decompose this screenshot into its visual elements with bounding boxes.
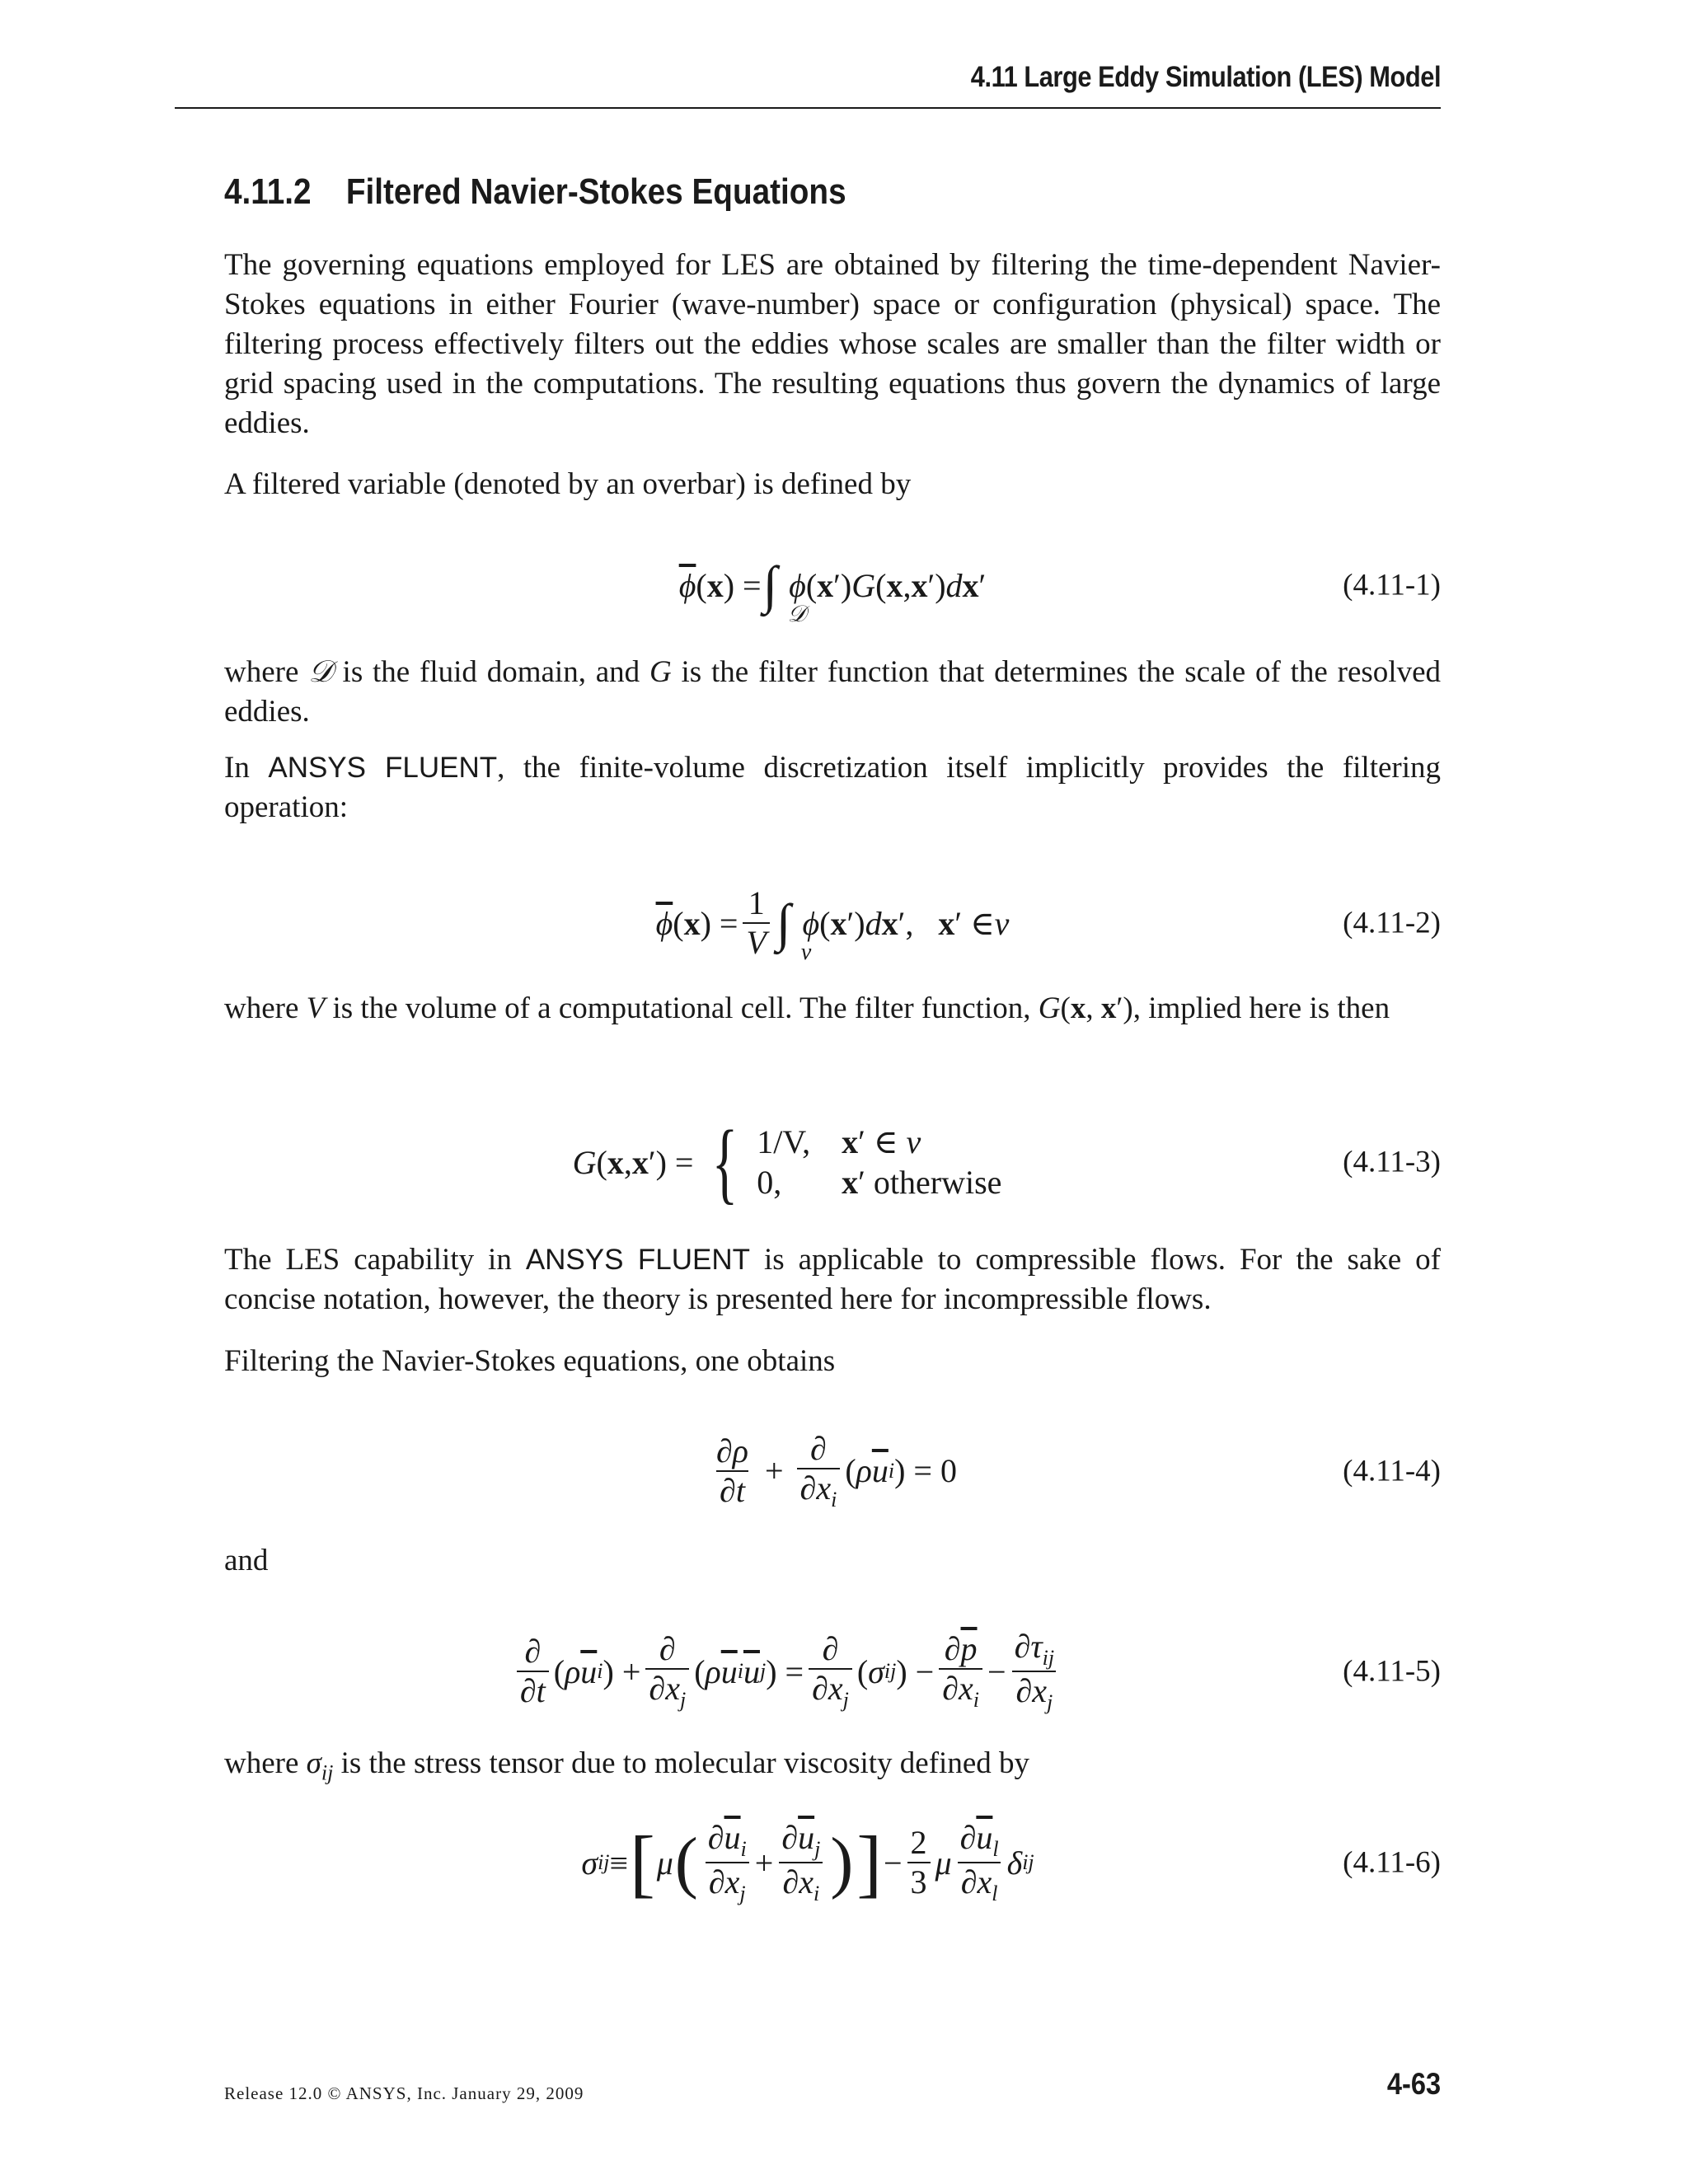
equation-number: (4.11-5)	[1343, 1654, 1441, 1689]
equation-number: (4.11-6)	[1343, 1845, 1441, 1880]
paragraph-stress-tensor: where $\sigma_{ij}$ is the stress tensor due to molecular viscosity defined by	[224, 1746, 1030, 1785]
page-number: 4-63	[1386, 2067, 1441, 2101]
section-number: 4.11.2	[224, 171, 312, 212]
paragraph-domain-definition: where 𝒟 is the fluid domain, and G is the filter function that determines the scale of the resolved eddies.	[224, 655, 1441, 729]
running-head-title: 4.11 Large Eddy Simulation (LES) Model	[970, 61, 1441, 93]
text-fragment: is applicable to compressible flows. For the sake of concise notation, however, the theory is presented here for incompressible flows.	[224, 1243, 1441, 1316]
equation-4-11-6-body: σ ij ≡ [ μ ( $\frac{\partial\overline{u}_i}{\partial x_j}$ + $\frac{\partial\overline{u}_j}{\partial x_i}$ ) ] − $\frac{2}{3}$ μ $\frac{\partial\overline{u}_l}{\partial x_l}$ δ ij	[581, 1818, 1034, 1905]
paragraph-filtered-variable: A filtered variable (denoted by an overbar) is defined by	[224, 467, 912, 501]
text-fragment: is the volume of a computational cell. The filter function,	[325, 991, 1039, 1025]
text-fragment: is the fluid domain, and	[332, 655, 649, 689]
text-fragment: is the filter function that determines the scale of the resolved eddies.	[224, 655, 1441, 729]
text-fragment: , implied here is then	[1132, 991, 1390, 1025]
equation-4-11-2	[224, 869, 1441, 977]
equation-4-11-4	[224, 1418, 1441, 1525]
equation-4-11-2-body: $\overline{\phi}$ ( x ) = $\frac{1}{V}$ ∫ ν ϕ ( x ′) d x ′, x ′ ∈ ν	[655, 884, 1010, 965]
product-name: ANSYS FLUENT	[525, 1244, 751, 1276]
case-condition: otherwise	[873, 1164, 1002, 1201]
section-title: Filtered Navier-Stokes Equations	[345, 171, 846, 212]
text-fragment: is the stress tensor due to molecular viscosity defined by	[333, 1746, 1030, 1780]
case-value: 0,	[757, 1164, 782, 1201]
equation-4-11-3-body: G ( x , x ′) = { 1/V, x′ ∈ ν 0, x′ otherwise	[572, 1112, 1002, 1212]
header-rule	[175, 107, 1441, 109]
equation-4-11-1	[224, 544, 1441, 626]
equation-4-11-4-body: $\frac{\partial\rho}{\partial t}$ + $\frac{\partial}{\partial x_i}$ ( ρ $\overline{u}$ i ) = 0	[716, 1429, 957, 1511]
text-fragment: where	[224, 655, 309, 689]
release-footer: Release 12.0 © ANSYS, Inc. January 29, 2009	[224, 2083, 584, 2103]
case-value: 1/V,	[757, 1123, 811, 1160]
product-name: ANSYS FLUENT	[268, 752, 498, 784]
text-fragment: where	[224, 991, 307, 1025]
equation-number: (4.11-4)	[1343, 1454, 1441, 1488]
paragraph-and: and	[224, 1544, 269, 1577]
text-fragment: where	[224, 1746, 307, 1780]
text-fragment: , the finite-volume discretization itself implicitly provides the filtering operation:	[224, 751, 1442, 824]
equation-4-11-5	[224, 1614, 1441, 1729]
equation-4-11-3	[224, 1108, 1441, 1216]
paragraph-compressible-note	[224, 1240, 1441, 1319]
paragraph-intro: The governing equations employed for LES are obtained by filtering the time-dependent Navier-Stokes equations in either Fourier (wave-number) space or configuration (physical) space. The filtering process effectively filters out the eddies whose scales are smaller than the filter width or grid spacing used in the computations. The resulting equations thus govern the dynamics of large eddies.	[224, 248, 1441, 440]
paragraph-cell-volume: where V is the volume of a computational cell. The filter function, G(x, x′), implied here is then	[224, 991, 1390, 1025]
equation-4-11-5-body: $\frac{\partial}{\partial t}$ ( ρ $\overline{u}$ i ) + $\frac{\partial}{\partial x_j}$ ( ρ $\overline{u}$ i $\overline{u}$ j ) = $\frac{\partial}{\partial x_j}$ ( σ ij ) − $\frac{\partial\overline{p}}{\partial x_i}$ − $\frac{\partial\tau_{ij}}{\partial x_j}$	[512, 1629, 1062, 1714]
paragraph-filtering-ns: Filtering the Navier-Stokes equations, one obtains	[224, 1344, 836, 1378]
text-fragment: The LES capability in	[224, 1243, 526, 1277]
section-heading	[224, 171, 846, 213]
equation-4-11-6	[224, 1805, 1441, 1920]
equation-number: (4.11-1)	[1343, 568, 1441, 602]
equation-number: (4.11-2)	[1343, 906, 1441, 940]
text-fragment: In	[224, 751, 269, 785]
equation-4-11-1-body: $\overline{\phi}$ ( x ) = ∫ 𝒟 ϕ ( x ′) G ( x , x ′) d x ′	[678, 555, 987, 627]
paragraph-fluent-filtering	[224, 748, 1441, 827]
equation-number: (4.11-3)	[1343, 1145, 1441, 1179]
